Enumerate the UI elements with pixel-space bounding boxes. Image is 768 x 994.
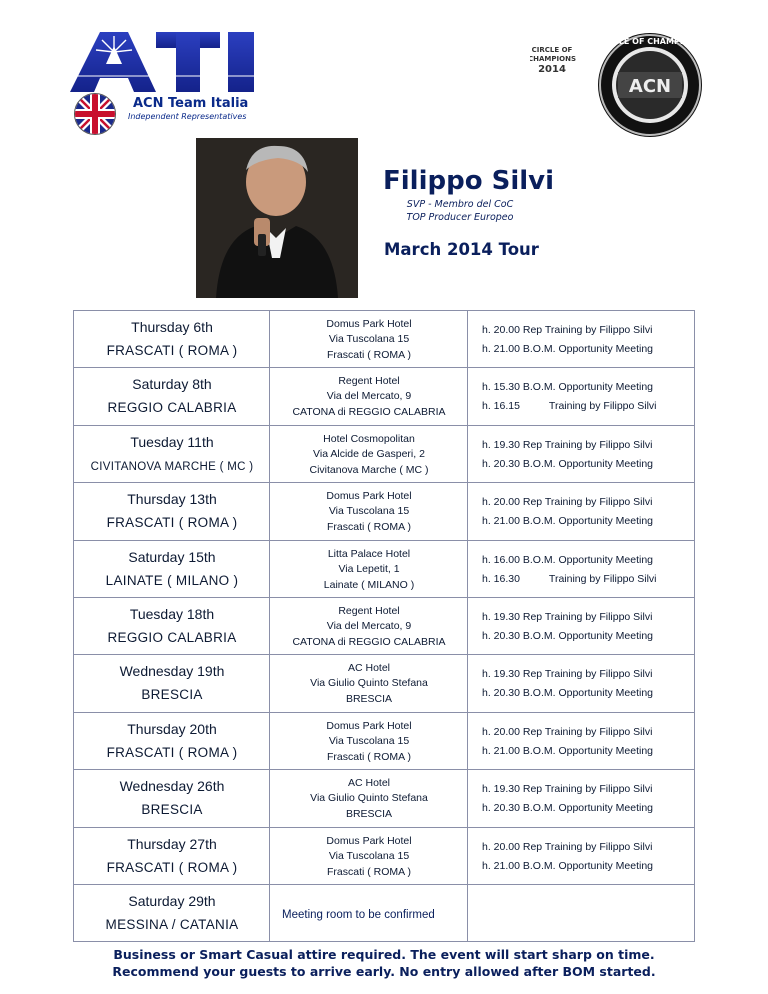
- table-row: [74, 598, 694, 655]
- badge-year: 2014: [538, 64, 566, 75]
- event-time-1: h. 19.30 Rep Training by Filippo Silvi: [482, 438, 653, 451]
- venue-city: CATONA di REGGIO CALABRIA: [292, 406, 446, 419]
- badge-label-mid: CHAMPIONS: [530, 55, 576, 63]
- table-row: [74, 483, 694, 540]
- event-time-2: h. 16.30 Training by Filippo Silvi: [482, 572, 657, 585]
- table-row: [74, 828, 694, 885]
- venue-name: Regent Hotel: [338, 375, 400, 388]
- event-day: Wednesday 26th: [119, 778, 225, 795]
- footer-note: [0, 946, 768, 980]
- event-time-1: h. 15.30 B.O.M. Opportunity Meeting: [482, 381, 654, 394]
- venue-name: Regent Hotel: [338, 605, 400, 617]
- venue-name: Domus Park Hotel: [326, 834, 412, 847]
- schedule-table: [73, 310, 695, 942]
- venue-address: Via del Mercato, 9: [326, 390, 412, 403]
- venue-city: Lainate ( MILANO ): [323, 578, 415, 591]
- event-time-1: h. 20.00 Rep Training by Filippo Silvi: [482, 324, 653, 336]
- venue-to-be-confirmed: Meeting room to be confirmed: [282, 909, 435, 921]
- event-time-1: h. 20.00 Rep Training by Filippo Silvi: [482, 496, 653, 509]
- venue-city: Frascati ( ROMA ): [326, 750, 411, 763]
- event-day: Thursday 6th: [131, 319, 213, 335]
- event-time-2: h. 21.00 B.O.M. Opportunity Meeting: [482, 343, 654, 355]
- event-time-1: h. 20.00 Rep Training by Filippo Silvi: [482, 840, 653, 853]
- venue-address: Via Tuscolana 15: [328, 849, 410, 862]
- event-day: Thursday 27th: [127, 835, 217, 852]
- event-time-2: h. 21.00 B.O.M. Opportunity Meeting: [482, 859, 654, 872]
- event-time-2: h. 20.30 B.O.M. Opportunity Meeting: [482, 802, 654, 815]
- event-day: Saturday 8th: [132, 376, 212, 393]
- event-time-2: h. 20.30 B.O.M. Opportunity Meeting: [482, 457, 654, 470]
- venue-name: Domus Park Hotel: [326, 719, 412, 732]
- team-name: ACN Team Italia: [133, 96, 249, 111]
- event-day: Tuesday 11th: [130, 433, 214, 450]
- table-row: [74, 368, 694, 425]
- event-city: MESSINA / CATANIA: [105, 917, 239, 932]
- event-time-1: h. 16.00 B.O.M. Opportunity Meeting: [482, 553, 654, 566]
- speaker-producer: TOP Producer Europeo: [406, 212, 514, 223]
- speaker-subtitle: [395, 198, 525, 224]
- badge-logo-text: ACN: [628, 76, 672, 97]
- venue-city: Frascati ( ROMA ): [326, 349, 411, 361]
- table-row: [74, 713, 694, 770]
- venue-address: Via Tuscolana 15: [328, 333, 410, 345]
- event-time-2: h. 20.30 B.O.M. Opportunity Meeting: [482, 687, 654, 700]
- event-city: FRASCATI ( ROMA ): [106, 343, 238, 358]
- venue-address: Via Alcide de Gasperi, 2: [313, 447, 425, 460]
- event-day: Thursday 13th: [127, 491, 217, 508]
- uk-flag-icon: [74, 93, 116, 135]
- event-city: BRESCIA: [141, 802, 203, 818]
- speaker-photo: [196, 138, 358, 298]
- venue-city: Civitanova Marche ( MC ): [309, 463, 429, 476]
- event-time-1: h. 19.30 Rep Training by Filippo Silvi: [482, 611, 653, 623]
- event-time-1: h. 19.30 Rep Training by Filippo Silvi: [482, 783, 653, 796]
- speaker-name: Filippo Silvi: [383, 166, 555, 196]
- event-day: Saturday 15th: [128, 548, 216, 565]
- venue-address: Via Giulio Quinto Stefana: [310, 677, 428, 690]
- venue-name: AC Hotel: [347, 662, 390, 675]
- venue-address: Via Tuscolana 15: [328, 734, 410, 747]
- tour-title: March 2014 Tour: [384, 240, 539, 259]
- venue-city: Frascati ( ROMA ): [326, 865, 411, 878]
- table-row: [74, 655, 694, 712]
- ati-logo-mark: [70, 30, 260, 92]
- table-row: [74, 311, 694, 368]
- event-time-1: h. 20.00 Rep Training by Filippo Silvi: [482, 725, 653, 738]
- event-city: FRASCATI ( ROMA ): [106, 515, 238, 531]
- venue-city: Frascati ( ROMA ): [326, 521, 411, 534]
- team-subtitle: Independent Representatives: [128, 112, 247, 121]
- venue-name: Domus Park Hotel: [326, 490, 412, 503]
- event-city: LAINATE ( MILANO ): [105, 572, 239, 588]
- venue-city: CATONA di REGGIO CALABRIA: [292, 636, 446, 648]
- footer-line-1: Business or Smart Casual attire required. The event will start sharp on time.: [113, 947, 655, 962]
- event-day: Tuesday 18th: [129, 606, 215, 622]
- event-city: REGGIO CALABRIA: [107, 630, 237, 645]
- event-city: CIVITANOVA MARCHE ( MC ): [90, 460, 254, 473]
- speaker-role: SVP - Membro del CoC: [406, 199, 514, 210]
- table-row: [74, 426, 694, 483]
- event-time-2: h. 16.15 Training by Filippo Silvi: [482, 400, 657, 413]
- venue-name: Litta Palace Hotel: [327, 547, 411, 560]
- venue-address: Via Giulio Quinto Stefana: [310, 792, 428, 805]
- circle-of-champions-logo: [530, 30, 705, 140]
- event-time-2: h. 21.00 B.O.M. Opportunity Meeting: [482, 744, 654, 757]
- event-day: Wednesday 19th: [119, 663, 225, 680]
- event-city: FRASCATI ( ROMA ): [106, 744, 238, 760]
- event-city: FRASCATI ( ROMA ): [106, 859, 238, 875]
- event-day: Saturday 29th: [128, 893, 216, 909]
- venue-address: Via Tuscolana 15: [328, 505, 410, 518]
- venue-address: Via Lepetit, 1: [338, 562, 400, 575]
- venue-name: AC Hotel: [347, 777, 390, 790]
- event-time-2: h. 20.30 B.O.M. Opportunity Meeting: [482, 630, 654, 642]
- venue-name: Hotel Cosmopolitan: [323, 432, 415, 445]
- event-time-1: h. 19.30 Rep Training by Filippo Silvi: [482, 668, 653, 681]
- venue-city: BRESCIA: [345, 808, 393, 821]
- badge-label-top: CIRCLE OF: [531, 46, 573, 54]
- event-city: REGGIO CALABRIA: [107, 400, 237, 416]
- footer-line-2: Recommend your guests to arrive early. No entry allowed after BOM started.: [112, 964, 656, 979]
- table-row: [74, 541, 694, 598]
- table-row: [74, 770, 694, 827]
- event-city: BRESCIA: [141, 687, 203, 703]
- event-day: Thursday 20th: [127, 720, 217, 737]
- table-row: [74, 885, 694, 942]
- venue-address: Via del Mercato, 9: [326, 620, 412, 632]
- badge-ring-text: CIRCLE OF CHAMPIONS: [597, 37, 703, 46]
- event-time-2: h. 21.00 B.O.M. Opportunity Meeting: [482, 515, 654, 528]
- venue-name: Domus Park Hotel: [326, 318, 412, 330]
- venue-city: BRESCIA: [345, 693, 393, 706]
